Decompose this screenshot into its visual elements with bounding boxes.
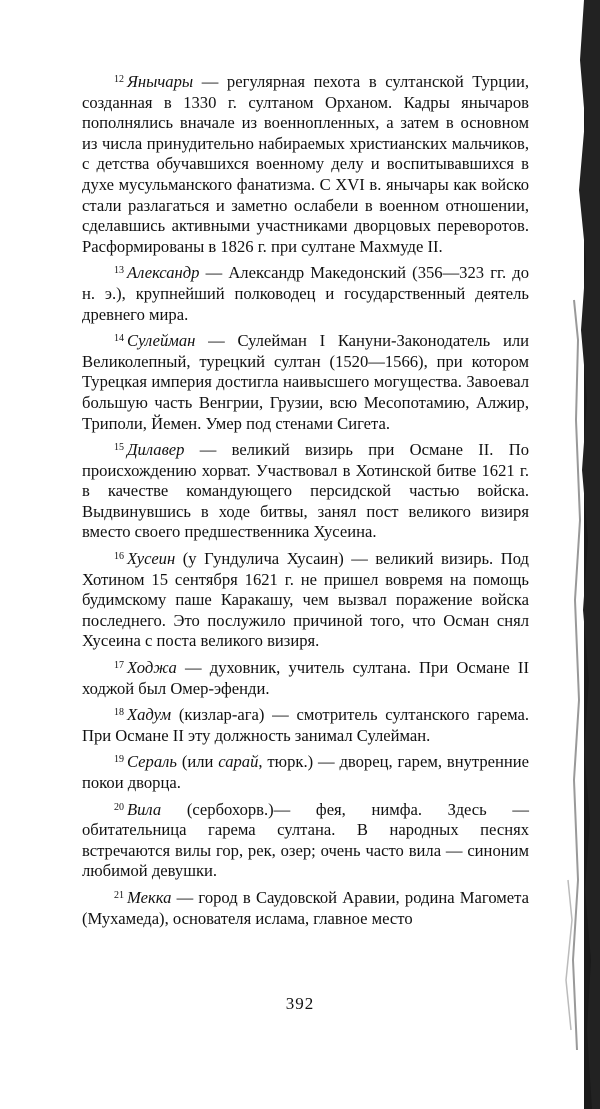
footnote-number: 17	[114, 660, 124, 672]
footnote-13	[82, 261, 529, 325]
footnote-18	[82, 703, 529, 746]
footnote-17	[82, 656, 529, 699]
footnote-number: 21	[114, 889, 124, 901]
footnote-body: — Сулейман I Кануни-Законодатель или Великолепный, турецкий султан (1520—1566), при котором Турецкая империя достигла наивысшего могущества. Завоевал большую часть Венгрии, Грузии, всю Месопотамию, Алжир, Триполи, Йемен. Умер под стенами Сигета.	[82, 331, 529, 433]
footnote-20	[82, 798, 529, 882]
footnote-number: 16	[114, 551, 124, 563]
footnote-number: 18	[114, 707, 124, 719]
footnote-body: — духовник, учитель султана. При Османе II ходжой был Омер-эфенди.	[82, 658, 529, 698]
footnote-body: — город в Саудовской Аравии, родина Магомета (Мухамеда), основателя ислама, главное место	[82, 887, 529, 928]
footnote-body: — Александр Македонский (356—323 гг. до н. э.), крупнейший полководец и государственный деятель древнего мира.	[82, 263, 529, 324]
footnote-number: 20	[114, 801, 124, 813]
footnote-21	[82, 886, 529, 929]
footnote-12	[82, 70, 529, 257]
footnote-term-alt: сарай	[218, 752, 259, 772]
footnote-14	[82, 329, 529, 434]
footnote-term: Ходжа	[127, 658, 177, 678]
footnote-term: Александр	[127, 263, 200, 283]
footnote-number: 12	[114, 74, 124, 85]
footnote-body: — великий визирь при Османе II. По происхождению хорват. Участвовал в Хотинской битве 1621 г. в качестве командующего персидской частью войска. Выдвинувшись в ходе битвы, занял пост великого визиря вместо своего предшественника Хусеина.	[82, 440, 529, 542]
footnote-term: Хадум	[127, 705, 172, 725]
footnote-body: — регулярная пехота в султанской Турции, созданная в 1330 г. султаном Орханом. Кадры янычаров пополнялись вначале из военнопленных, а затем в основном из числа принудительно набираемых христианских мальчиков, с детства обучавшихся военному делу и воспитывавшихся в духе мусульманского фанатизма. С XVI в. янычары как войско стали разлагаться и заметно ослабели в военном отношении, сделавшись активными участниками дворцовых переворотов. Расформированы в 1826 г. при султане Махмуде II.	[82, 72, 529, 256]
footnote-term: Мекка	[127, 887, 172, 907]
footnote-term: Вила	[127, 799, 162, 819]
footnote-16	[82, 547, 529, 652]
footnote-number: 14	[114, 333, 124, 345]
footnote-body: (у Гундулича Хусаин) — великий визирь. Под Хотином 15 сентября 1621 г. не пришел вовремя на помощь будимскому паше Каракашу, чем вызвал поражение войска последнего. Это послужило причиной того, что Осман снял Хусеина с поста великого визиря.	[82, 549, 529, 651]
footnote-number: 15	[114, 442, 124, 454]
footnote-body: (кизлар-ага) — смотритель султанского гарема. При Османе II эту должность занимал Сулейман.	[82, 705, 529, 745]
footnote-number: 19	[114, 754, 124, 766]
footnote-19	[82, 750, 529, 793]
scan-edge-shadow	[554, 0, 600, 1109]
footnote-term: Хусеин	[127, 549, 176, 569]
page-number: 392	[285, 994, 315, 1013]
footnote-body-pre: (или	[176, 752, 219, 772]
footnote-body: , тюрк.) — дворец, гарем, внутренние покои дворца.	[82, 752, 530, 792]
footnote-number: 13	[114, 265, 124, 277]
footnote-body: (сербохорв.)— фея, нимфа. Здесь — обитательница гарема султана. В народных песнях встречаются вилы гор, рек, озер; очень часто вила — синоним любимой девушки.	[82, 799, 529, 881]
footnote-term: Сераль	[127, 752, 177, 772]
footnote-term: Дилавер	[127, 440, 185, 460]
footnote-15	[82, 438, 529, 543]
footnote-term: Сулейман	[127, 331, 196, 351]
footnotes-text	[82, 70, 529, 933]
footnote-term: Янычары	[127, 72, 194, 91]
